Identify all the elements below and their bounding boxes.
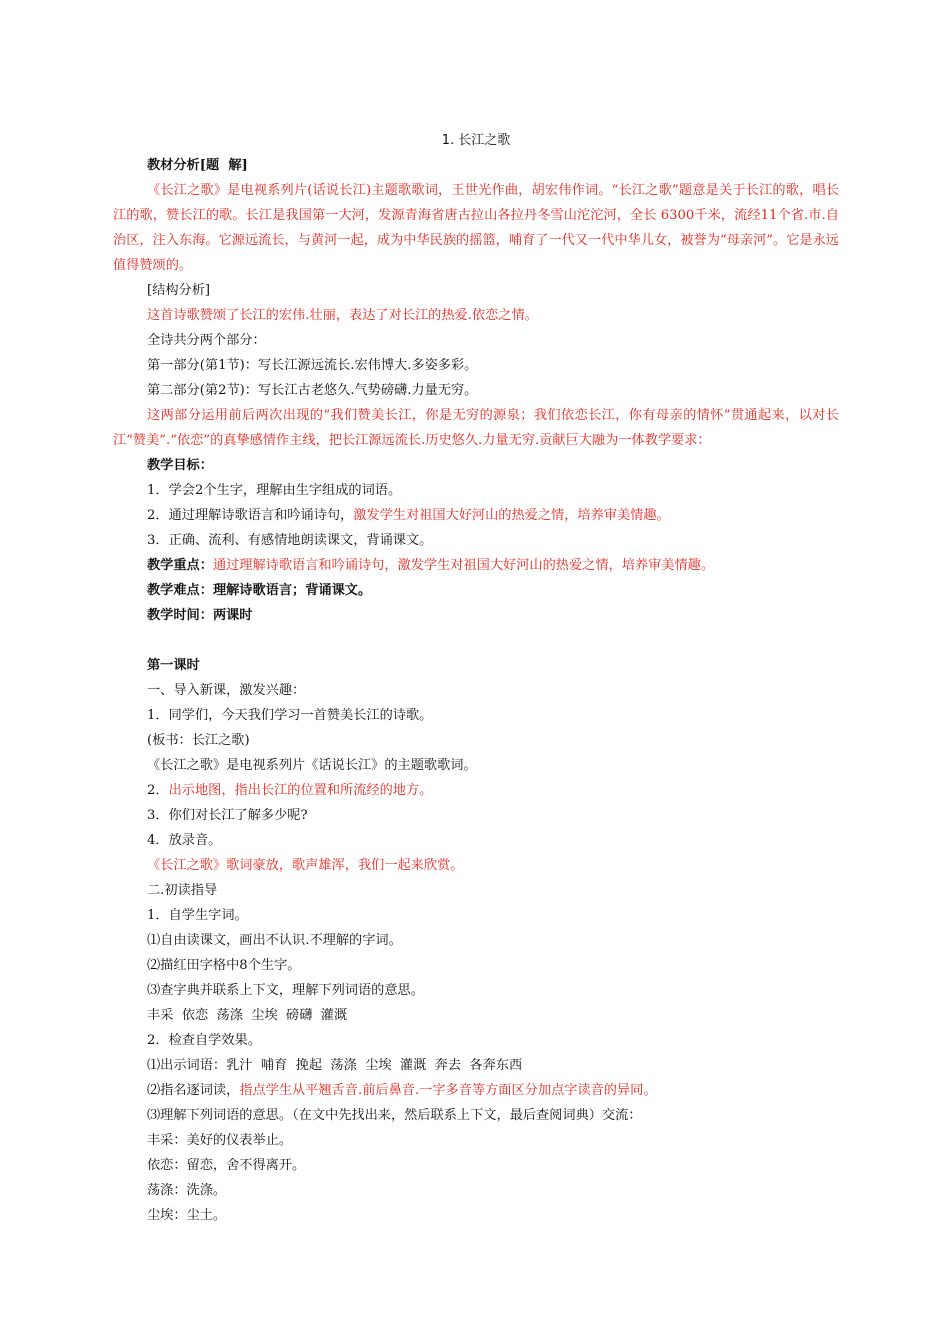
section-one-item-4: 4．放录音。 <box>147 833 222 848</box>
goal-two-red: 激发学生对祖国大好河山的热爱之情，培养审美情趣。 <box>353 508 670 523</box>
section-one-lyrics: 《长江之歌》歌词豪放，歌声雄浑，我们一起来欣赏。 <box>147 858 464 873</box>
section-two-item-2b-red: 指点学生从平翘舌音.前后鼻音.一字多音等方面区分加点字读音的异同。 <box>239 1083 657 1098</box>
goal-three: 3．正确、流利、有感情地朗读课文，背诵课文。 <box>147 533 433 548</box>
key-point <box>113 553 839 578</box>
time-label: 教学时间： <box>147 608 213 623</box>
section-two-item-2c: ⑶理解下列词语的意思。（在文中先找出来，然后联系上下文，最后查阅词典）交流： <box>147 1108 642 1123</box>
key-point-label: 教学重点： <box>147 558 213 573</box>
section-one-board: (板书：长江之歌) <box>147 733 250 748</box>
time-text: 两课时 <box>212 608 253 623</box>
goals-heading: 教学目标： <box>147 458 213 473</box>
difficulty-text: 理解诗歌语言；背诵课文。 <box>212 583 372 598</box>
structure-heading: [结构分析] <box>147 283 211 298</box>
goal-two <box>113 503 839 528</box>
section-one-item-2-num: 2． <box>147 783 169 798</box>
definition-4: 尘埃：尘土。 <box>147 1208 227 1223</box>
parts-intro: 全诗共分两个部分： <box>147 333 266 348</box>
goal-one: 1．学会2个生字，理解由生字组成的词语。 <box>147 483 402 498</box>
difficulty-point <box>113 578 839 603</box>
definition-3: 荡涤：洗涤。 <box>147 1183 227 1198</box>
section-one-item-3: 3．你们对长江了解多少呢? <box>147 808 308 823</box>
teaching-time <box>113 603 839 628</box>
section-two-item-2a: ⑴出示词语：乳汁 哺育 挽起 荡涤 尘埃 灌溉 奔去 各奔东西 <box>147 1058 523 1073</box>
section-one-heading: 一、导入新课，激发兴趣： <box>147 683 306 698</box>
section-one-item-2-text: 出示地图，指出长江的位置和所流经的地方。 <box>168 783 433 798</box>
lesson-title: 1. 长江之歌 <box>441 133 511 148</box>
section-two-item-1b: ⑵描红田字格中8个生字。 <box>147 958 301 973</box>
section-two-item-2: 2．检查自学效果。 <box>147 1033 261 1048</box>
section-two-item-2b-black: ⑵指名逐词读， <box>147 1083 240 1098</box>
section-two-item-2b <box>113 1078 839 1103</box>
summary-paragraph: 这两部分运用前后两次出现的“我们赞美长江，你是无穷的源泉；我们依恋长江，你有母亲的情怀”贯通起来，以对长江“赞美”.“依恋”的真挚感情作主线，把长江源远流长.历史悠久.力量无穷.贡献巨大融为一体教学要求： <box>113 408 839 448</box>
section-two-item-1a: ⑴自由读课文，画出不认识.不理解的字词。 <box>147 933 402 948</box>
section-one-item-2 <box>113 778 839 803</box>
analysis-heading: 教材分析[题 解] <box>147 158 248 173</box>
difficulty-label: 教学难点： <box>147 583 213 598</box>
part-two: 第二部分(第2节)：写长江古老悠久.气势磅礴.力量无穷。 <box>147 383 478 398</box>
section-two-heading: 二.初读指导 <box>147 883 218 898</box>
section-two-item-1c: ⑶查字典并联系上下文，理解下列词语的意思。 <box>147 983 424 998</box>
definition-1: 丰采：美好的仪表举止。 <box>147 1133 293 1148</box>
document-page <box>113 128 839 1228</box>
section-two-words: 丰采 依恋 荡涤 尘埃 磅礴 灌溉 <box>147 1008 348 1023</box>
structure-summary: 这首诗歌赞颂了长江的宏伟.壮丽，表达了对长江的热爱.依恋之情。 <box>147 308 538 323</box>
intro-paragraph: 《长江之歌》是电视系列片(话说长江)主题歌歌词，王世光作曲，胡宏伟作词。“长江之歌”题意是关于长江的歌，唱长江的歌，赞长江的歌。长江是我国第一大河，发源青海省唐古拉山各拉丹冬雪山沱沱河，全长 6300千米，流经11个省.市.自治区，注入东海。它源远流长，与黄河一起，成为中华民族的摇篮，哺育了一代又一代中华儿女，被誉为“母亲河”。它是永远值得赞颂的。 <box>113 183 839 273</box>
definition-2: 依恋：留恋，舍不得离开。 <box>147 1158 306 1173</box>
part-one: 第一部分(第1节)：写长江源远流长.宏伟博大.多姿多彩。 <box>147 358 478 373</box>
key-point-text: 通过理解诗歌语言和吟诵诗句，激发学生对祖国大好河山的热爱之情，培养审美情趣。 <box>212 558 715 573</box>
section-one-item-1: 1．同学们，今天我们学习一首赞美长江的诗歌。 <box>147 708 433 723</box>
section-one-song: 《长江之歌》是电视系列片《话说长江》的主题歌歌词。 <box>147 758 477 773</box>
goal-two-black: 2．通过理解诗歌语言和吟诵诗句， <box>147 508 354 523</box>
lesson-one-heading: 第一课时 <box>147 658 200 673</box>
blank-line <box>113 628 839 653</box>
section-two-item-1: 1．自学生字词。 <box>147 908 248 923</box>
